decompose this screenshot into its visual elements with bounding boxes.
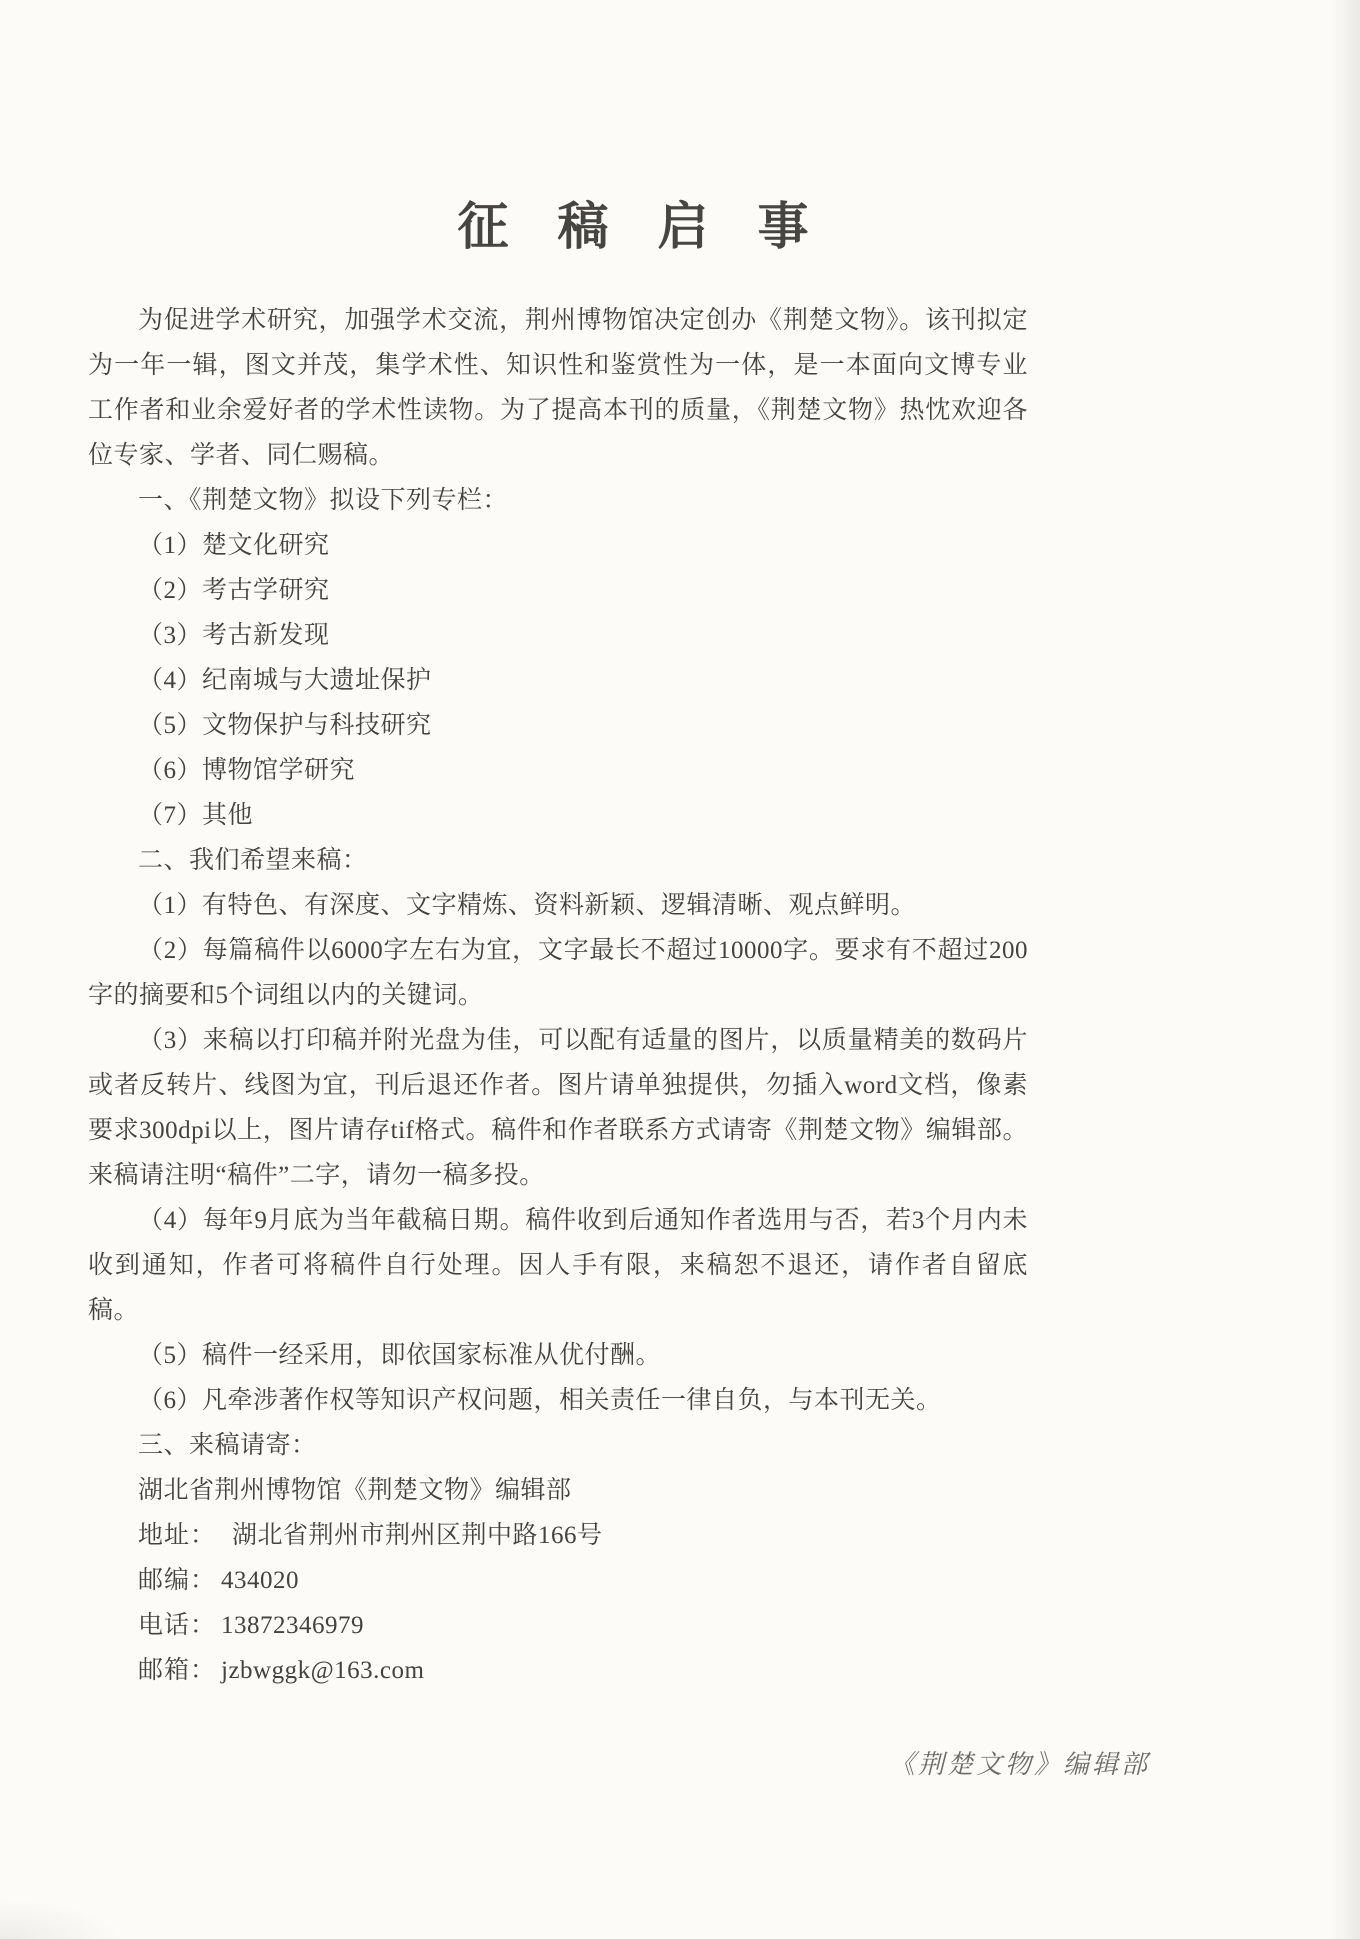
email-line bbox=[88, 1648, 1028, 1693]
page-edge-shadow bbox=[1330, 0, 1360, 1939]
submission-rule: （5）稿件一经采用，即依国家标准从优付酬。 bbox=[138, 1342, 662, 1369]
column-item: （2）考古学研究 bbox=[138, 577, 330, 604]
document-body bbox=[88, 298, 1028, 1693]
phone-line bbox=[88, 1603, 1028, 1648]
column-item: （6）博物馆学研究 bbox=[138, 757, 356, 784]
phone-label: 电话： bbox=[138, 1612, 217, 1639]
address-value: 湖北省荆州市荆州区荆中路166号 bbox=[232, 1522, 603, 1549]
column-item: （1）楚文化研究 bbox=[138, 532, 330, 559]
submission-rule: （1）有特色、有深度、文字精炼、资料新颖、逻辑清晰、观点鲜明。 bbox=[138, 892, 917, 919]
column-item: （4）纪南城与大遗址保护 bbox=[138, 667, 432, 694]
page-title: 征稿启事 bbox=[457, 200, 858, 256]
column-item: （3）考古新发现 bbox=[138, 622, 330, 649]
column-item: （7）其他 bbox=[138, 802, 254, 829]
email-label: 邮箱： bbox=[138, 1657, 217, 1684]
submission-rule: （2）每篇稿件以6000字左右为宜，文字最长不超过10000字。要求有不超过200字的摘要和5个词组以内的关键词。 bbox=[88, 937, 1028, 1009]
section-3-heading: 三、来稿请寄： bbox=[138, 1432, 317, 1459]
submission-rule: （6）凡牵涉著作权等知识产权问题，相关责任一律自负，与本刊无关。 bbox=[138, 1387, 942, 1414]
section-1-heading: 一、《荆楚文物》拟设下列专栏： bbox=[138, 487, 509, 514]
address-line bbox=[88, 1513, 1028, 1558]
page-corner-shadow bbox=[0, 1899, 120, 1939]
phone-value: 13872346979 bbox=[221, 1612, 365, 1639]
postcode-value: 434020 bbox=[221, 1567, 300, 1594]
address-label: 地址： bbox=[138, 1522, 217, 1549]
section-2-heading: 二、我们希望来稿： bbox=[138, 847, 368, 874]
submission-rule: （3）来稿以打印稿并附光盘为佳，可以配有适量的图片，以质量精美的数码片或者反转片、线图为宜，刊后退还作者。图片请单独提供，勿插入word文档，像素要求300dpi以上，图片请存tif格式。稿件和作者联系方式请寄《荆楚文物》编辑部。来稿请注明“稿件”二字，请勿一稿多投。 bbox=[88, 1027, 1028, 1189]
column-item: （5）文物保护与科技研究 bbox=[138, 712, 432, 739]
email-value: jzbwggk@163.com bbox=[221, 1657, 425, 1684]
postcode-line bbox=[88, 1558, 1028, 1603]
intro-paragraph: 为促进学术研究，加强学术交流，荆州博物馆决定创办《荆楚文物》。该刊拟定为一年一辑，图文并茂，集学术性、知识性和鉴赏性为一体，是一本面向文博专业工作者和业余爱好者的学术性读物。为了提高本刊的质量，《荆楚文物》热忱欢迎各位专家、学者、同仁赐稿。 bbox=[88, 307, 1028, 469]
recipient-line: 湖北省荆州博物馆《荆楚文物》编辑部 bbox=[138, 1477, 572, 1504]
editorial-signature: 《荆楚文物》编辑部 bbox=[888, 1750, 1150, 1779]
submission-rule: （4）每年9月底为当年截稿日期。稿件收到后通知作者选用与否，若3个月内未收到通知，作者可将稿件自行处理。因人手有限，来稿恕不退还，请作者自留底稿。 bbox=[88, 1207, 1028, 1324]
postcode-label: 邮编： bbox=[138, 1567, 217, 1594]
